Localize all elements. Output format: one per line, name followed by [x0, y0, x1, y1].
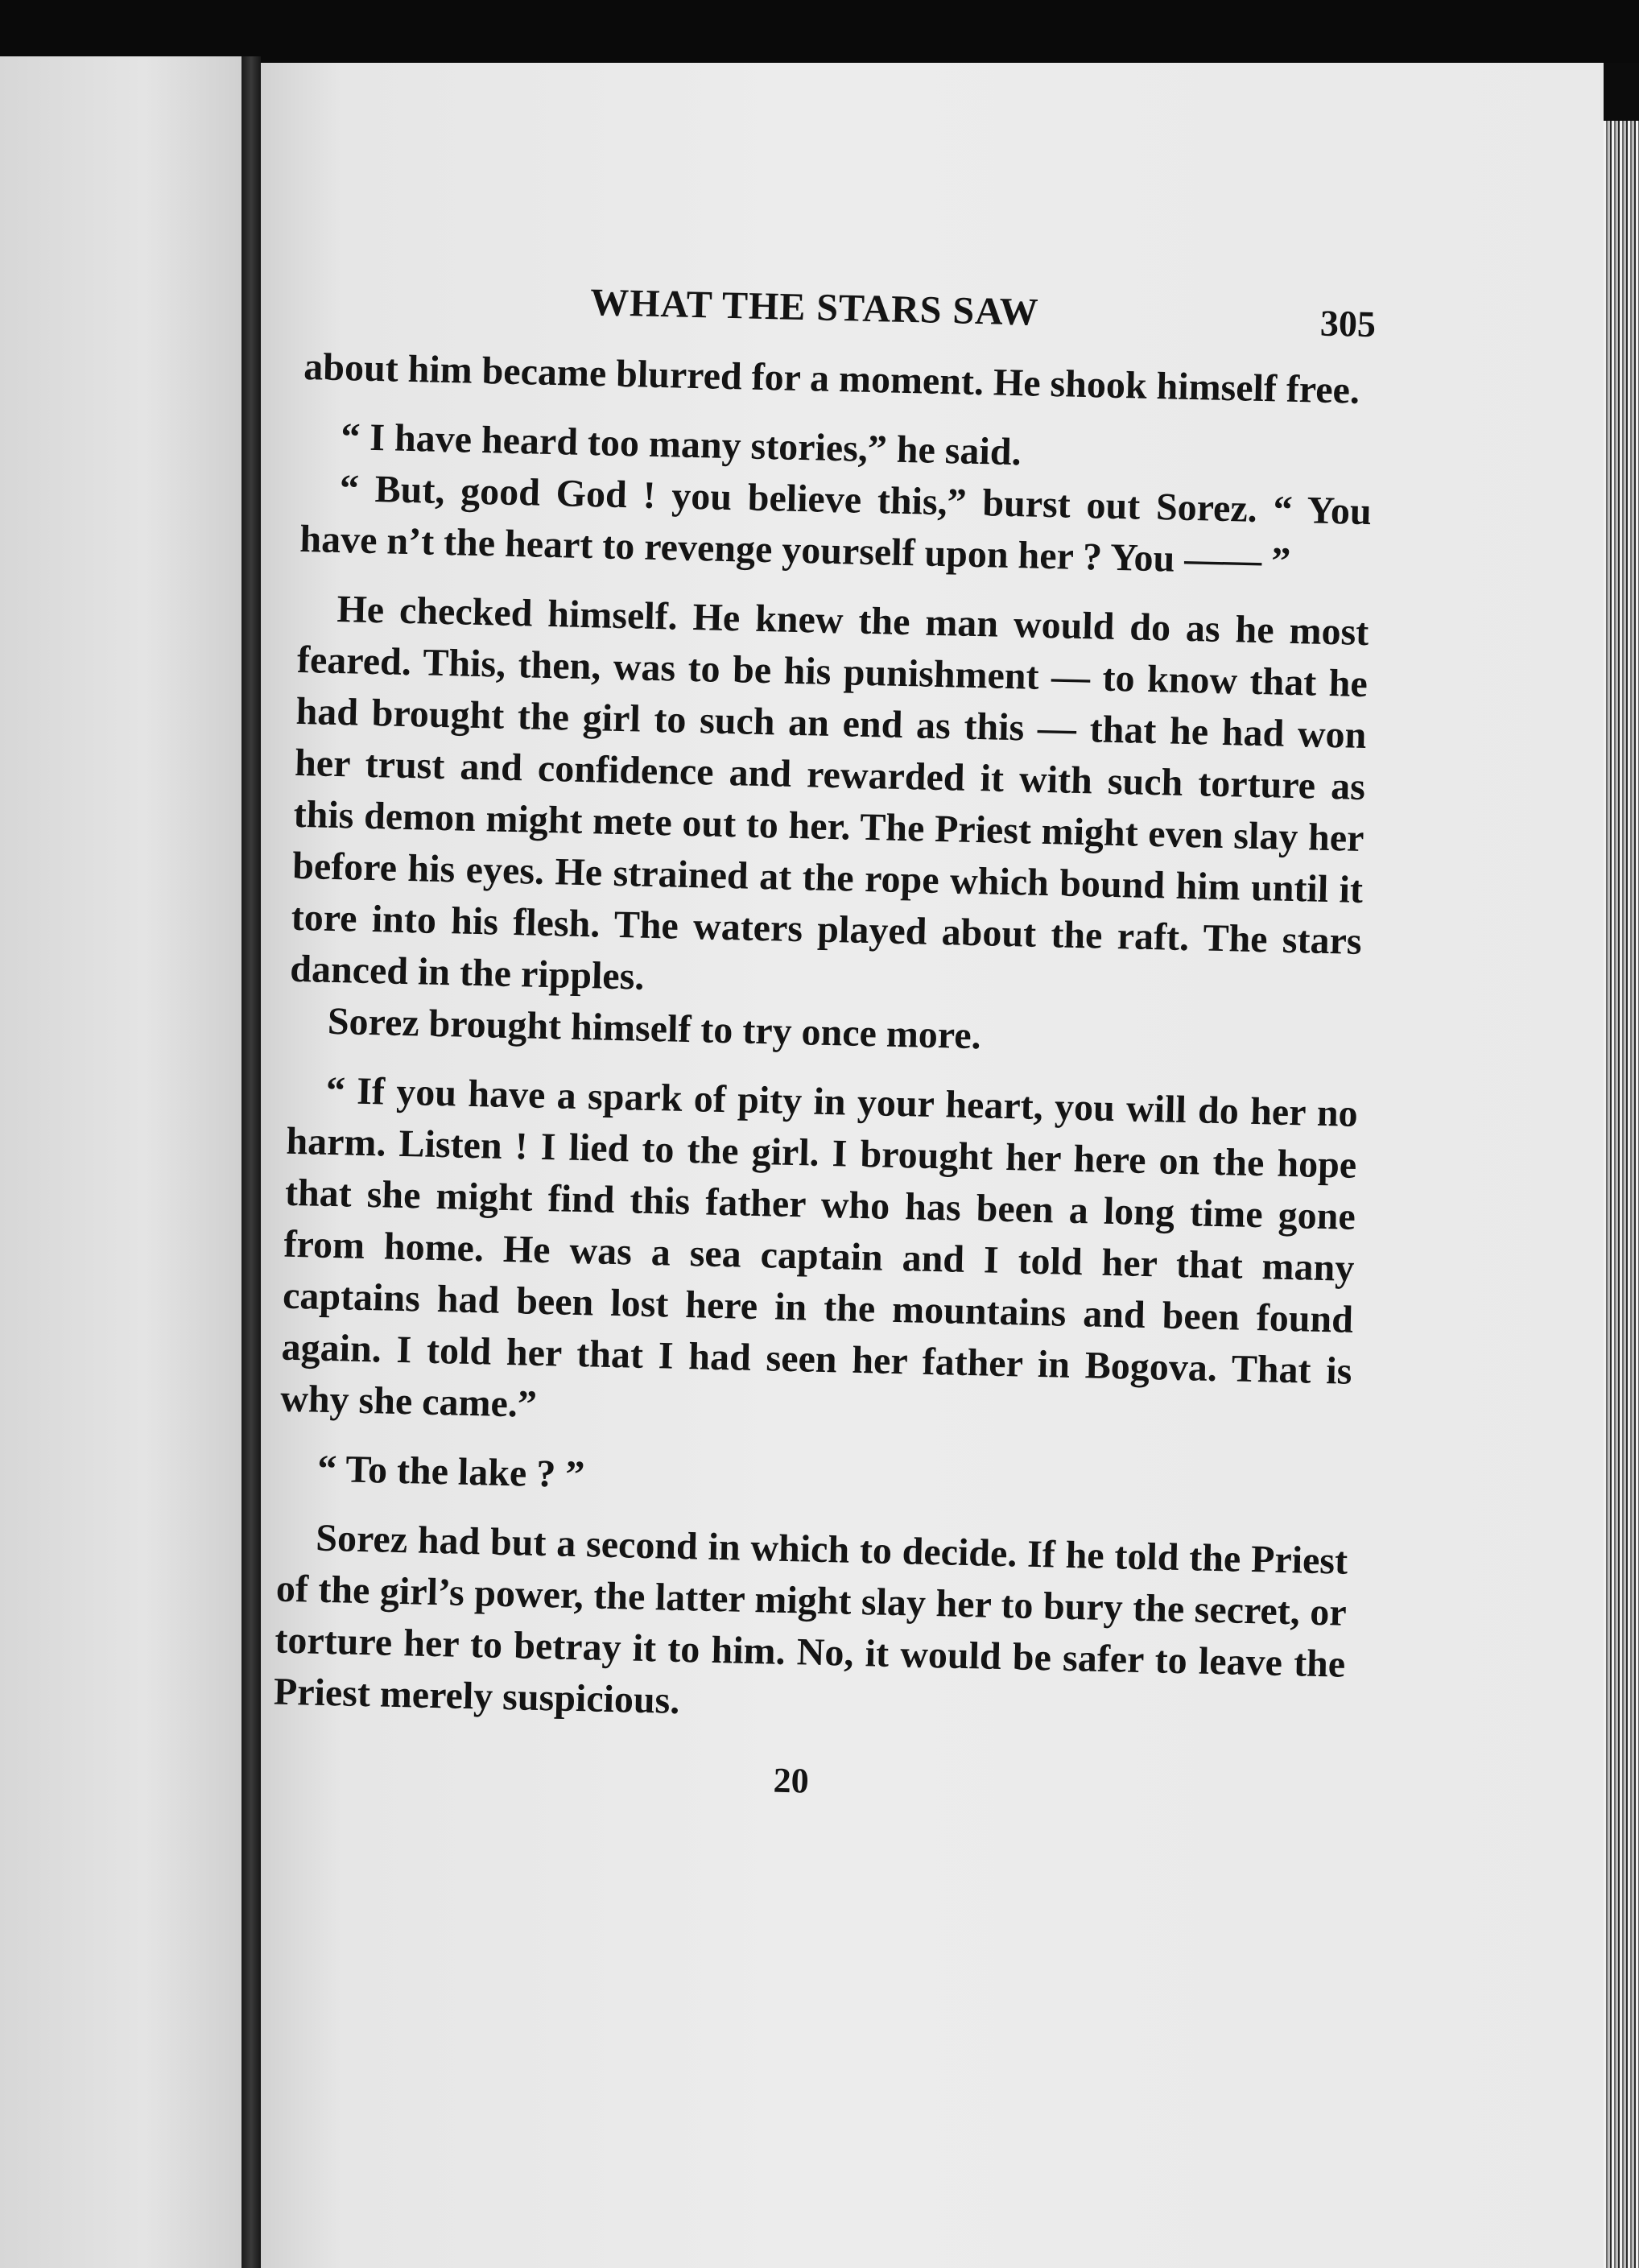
- paragraph: “ To the lake ? ”: [316, 1447, 585, 1497]
- paragraph: Sorez brought himself to try once more.: [327, 999, 982, 1058]
- paragraph: Sorez had but a second in which to decide. If he told the Priest of the girl’s power, the latter might slay her to bury the secret, or torture her to betray it to him. No, it would be safer to leave the Priest merely suspicious.: [273, 1516, 1348, 1722]
- paragraph: “ I have heard too many stories,” he said.: [340, 415, 1022, 474]
- paragraph: He checked himself. He knew the man would do as he most feared. This, then, was to be his punishment — to know that he had brought the girl to such an end as this — that he had won her trust and confidence and rewarded it with such torture as this demon might mete out to her. The Priest might even slay her before his eyes. He strained at the rope which bound him until it tore into his flesh. The waters played about the raft. The stars danced in the ripples.: [289, 587, 1369, 998]
- signature-mark: 20: [773, 1760, 810, 1801]
- scan-top-border: [0, 0, 1639, 63]
- paragraph: “ If you have a spark of pity in your heart, you will do her no harm. Listen ! I lied to the girl. I brought her here on the hope that she might find this father who has been a long time gone from home. He was a sea captain and I told her that many captains had been lost here in the mountains and been found again. I told her that I had seen her father in Bogova. That is why she came.”: [279, 1068, 1359, 1426]
- page-edges: [1604, 121, 1639, 2268]
- paragraph: about him became blurred for a moment. He shook himself free.: [303, 345, 1360, 412]
- left-page: [0, 56, 242, 2268]
- body-text: [273, 341, 1374, 1742]
- page-content: [271, 274, 1376, 1814]
- page-number: 305: [1319, 302, 1377, 345]
- paragraph: “ But, good God ! you believe this,” burst out Sorez. “ You have n’t the heart to revenge yourself upon her ? You —— ”: [299, 467, 1373, 583]
- book-spine: [242, 56, 261, 2268]
- running-title: WHAT THE STARS SAW: [589, 281, 1040, 334]
